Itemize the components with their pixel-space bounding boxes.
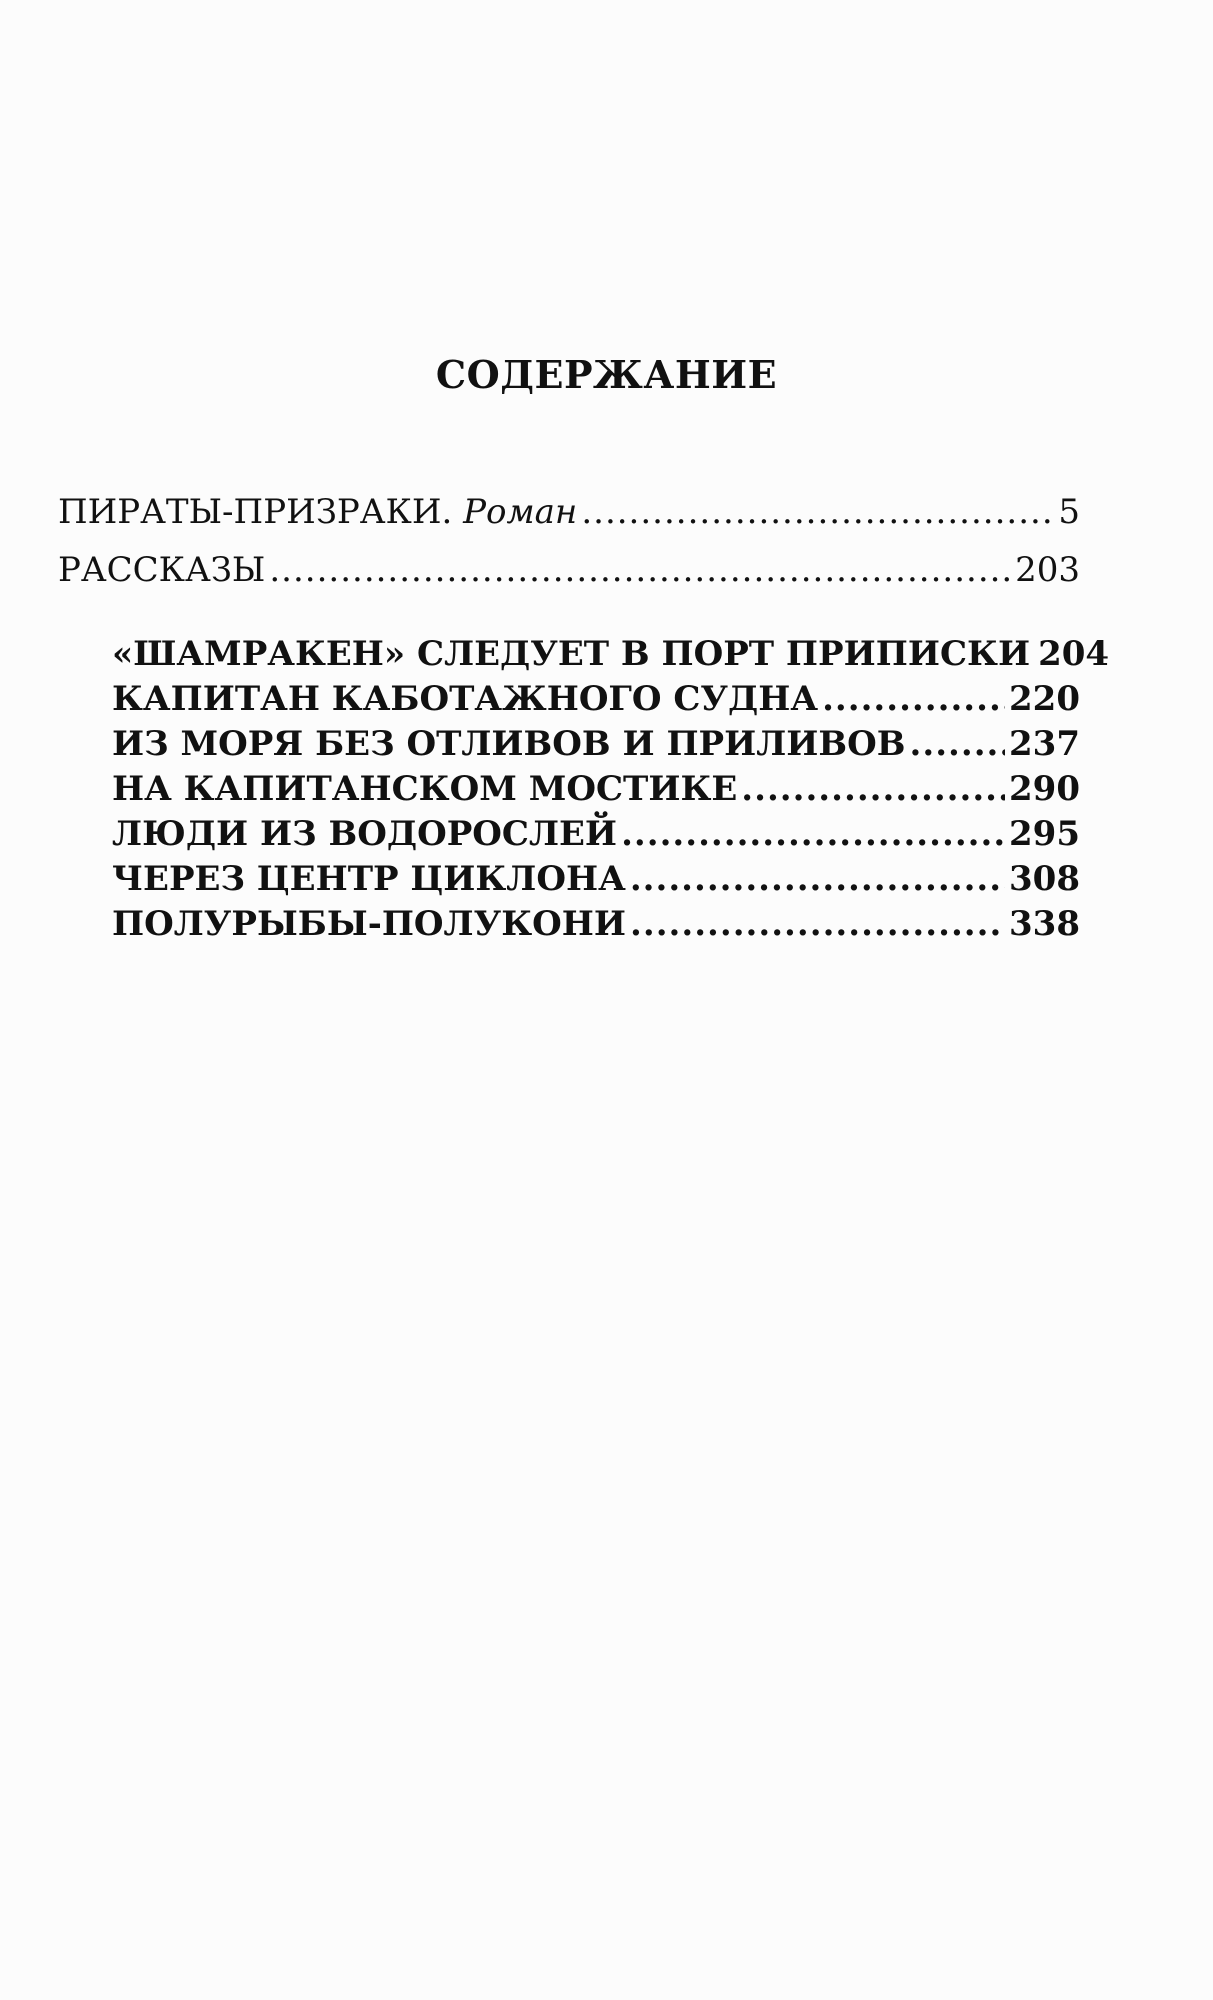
page-number: 308 (1009, 859, 1080, 899)
table-of-contents (58, 490, 1110, 947)
page-number: 295 (1009, 814, 1080, 854)
dot-leader (741, 767, 1005, 812)
toc-story (58, 902, 1080, 947)
dot-leader (822, 677, 1005, 722)
dot-leader (910, 722, 1005, 767)
page-number: 5 (1058, 492, 1080, 532)
toc-entry-novel (58, 490, 1080, 535)
toc-story (58, 632, 1110, 677)
toc-story-title: НА КАПИТАНСКОМ МОСТИКЕ (112, 769, 738, 809)
page-number: 204 (1038, 634, 1110, 674)
dot-leader (269, 548, 1011, 593)
toc-story-title: ЛЮДИ ИЗ ВОДОРОСЛЕЙ (112, 814, 618, 854)
toc-story (58, 722, 1080, 767)
toc-entry-label (58, 548, 265, 593)
dot-leader (630, 857, 1005, 902)
page-number: 220 (1009, 679, 1080, 719)
toc-entry-label (58, 490, 577, 535)
page-number: 290 (1009, 769, 1080, 809)
toc-story-title: ПОЛУРЫБЫ-ПОЛУКОНИ (112, 904, 627, 944)
toc-story (58, 677, 1080, 722)
toc-entry-stories (58, 548, 1080, 593)
toc-story-title: КАПИТАН КАБОТАЖНОГО СУДНА (112, 679, 819, 719)
dot-leader (630, 902, 1005, 947)
dot-leader (621, 812, 1005, 857)
page-number: 338 (1009, 904, 1080, 944)
toc-story-title: ЧЕРЕЗ ЦЕНТР ЦИКЛОНА (112, 859, 626, 899)
toc-entry-title: ПИРАТЫ-ПРИЗРАКИ. (58, 492, 453, 532)
page-number: 203 (1015, 550, 1080, 590)
toc-story (58, 857, 1080, 902)
toc-story (58, 767, 1080, 812)
page-number: 237 (1009, 724, 1080, 764)
page-title: СОДЕРЖАНИЕ (435, 352, 778, 397)
toc-entry-title: РАССКАЗЫ (58, 550, 266, 590)
toc-story (58, 812, 1080, 857)
toc-story-title: «ШАМРАКЕН» СЛЕДУЕТ В ПОРТ ПРИПИСКИ (112, 634, 1031, 674)
toc-entry-subtitle: Роман (463, 492, 578, 532)
toc-story-title: ИЗ МОРЯ БЕЗ ОТЛИВОВ И ПРИЛИВОВ (112, 724, 906, 764)
dot-leader (581, 490, 1054, 535)
